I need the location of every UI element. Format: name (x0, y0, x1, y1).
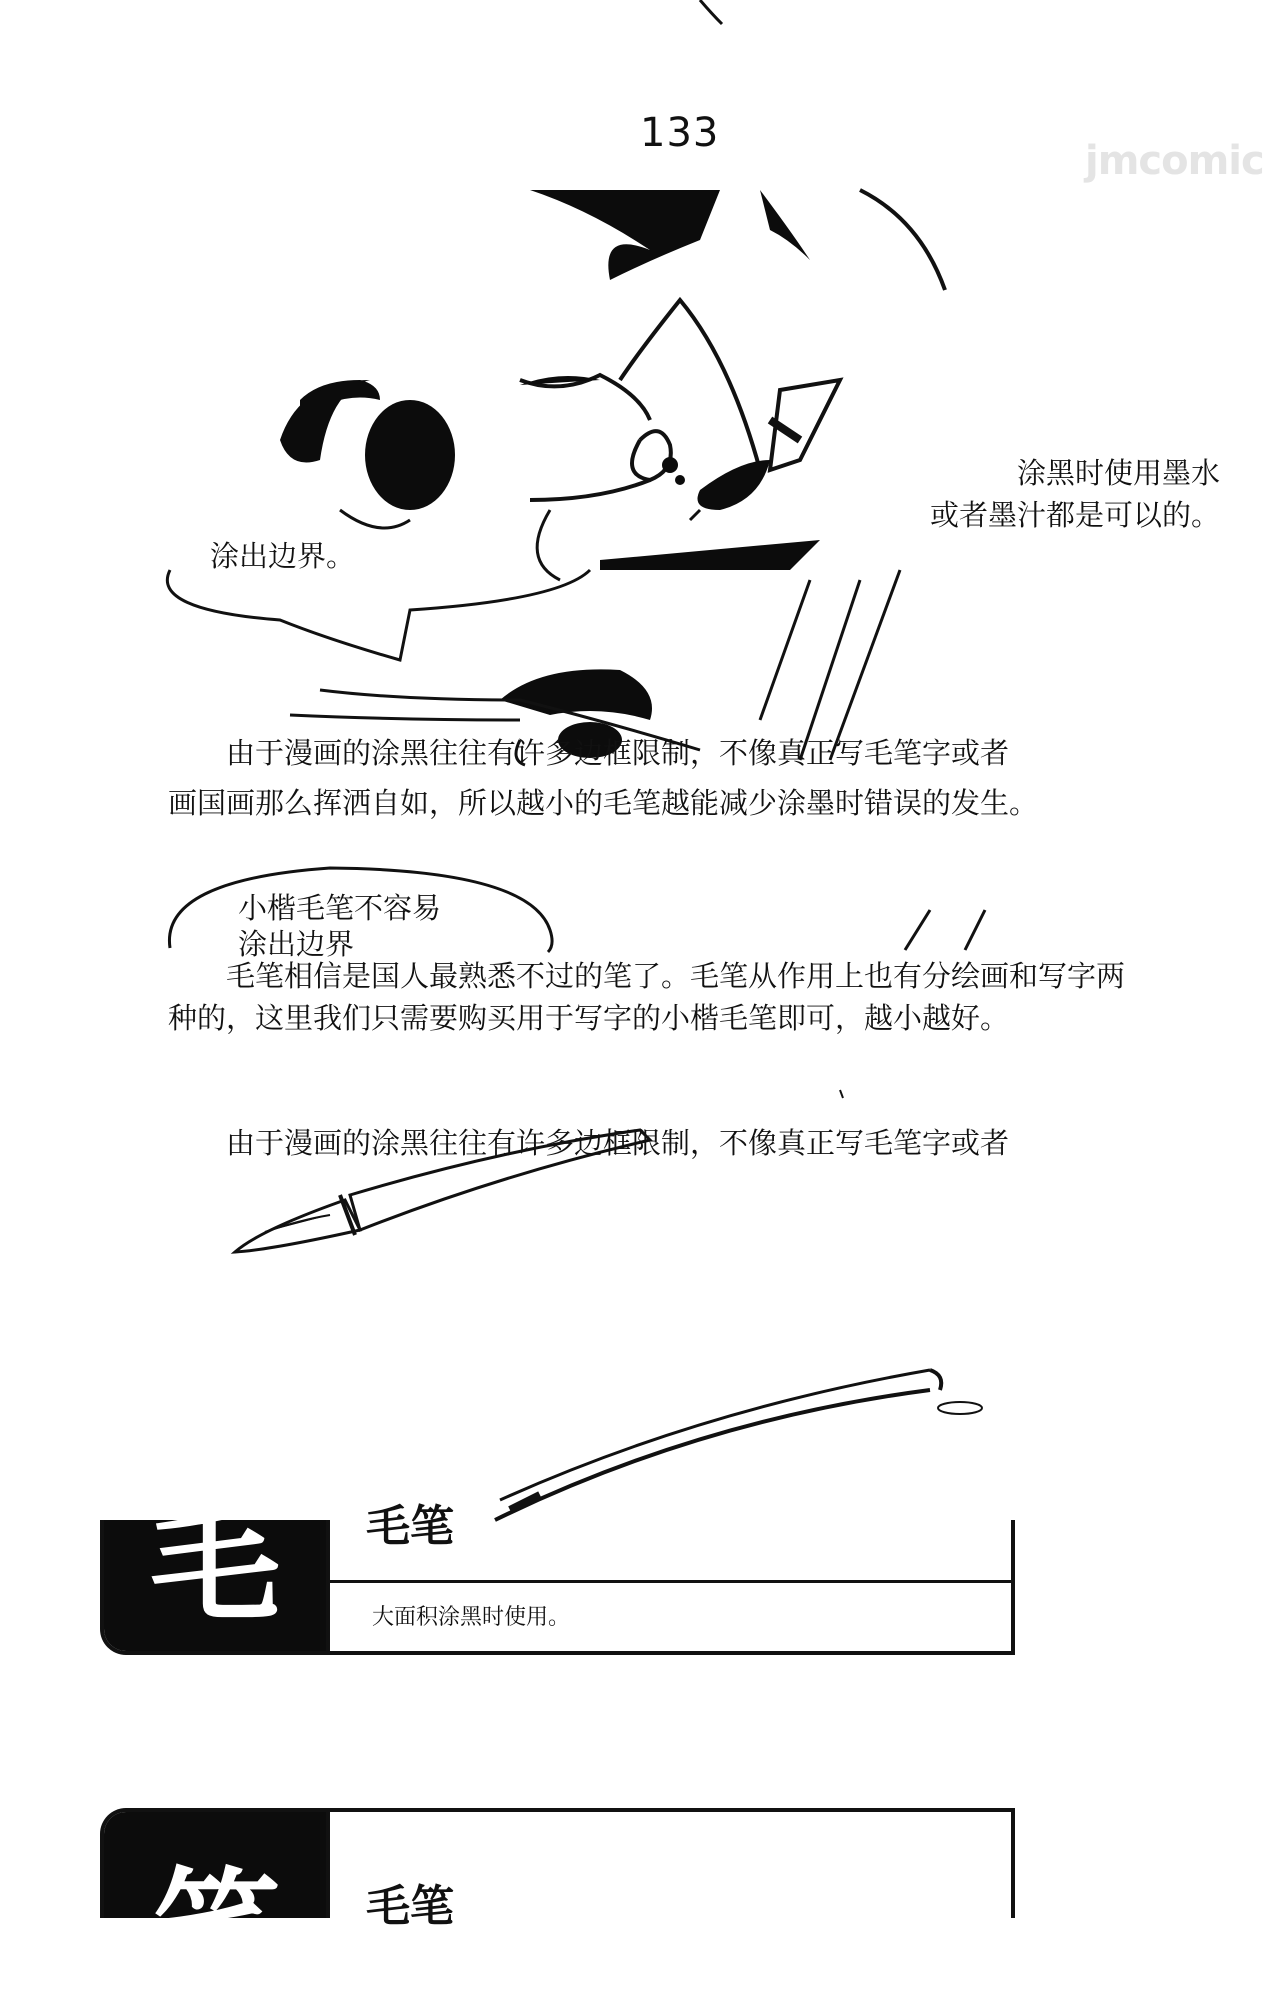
partial-bubble-line: 涂出边界。 (210, 539, 356, 573)
label-box-pen (100, 1808, 1015, 2006)
label-title: 毛笔 (366, 1881, 454, 1932)
caption-ink (860, 452, 1220, 536)
label-char (104, 1487, 326, 1651)
caption-line: 或者墨汁都是可以的。 (929, 498, 1220, 532)
partial-paragraph-bottom (168, 1122, 1143, 1160)
label-char-text: 毛 (149, 1487, 280, 1640)
caption-line: 涂黑时使用墨水 (1016, 456, 1220, 490)
main-paragraph (168, 955, 1143, 1039)
partial-bubble-text (210, 539, 356, 574)
paragraph-line: 由于漫画的涂黑往往有许多边框限制，不像真正写毛笔字或者 (226, 736, 1010, 770)
label-divider-vertical (326, 1520, 330, 1651)
panda-illustration-upper (280, 190, 945, 580)
label-divider-vertical (326, 1812, 330, 1918)
paragraph-line-2 (168, 782, 1143, 824)
bubble-line: 小楷毛笔不容易 (238, 891, 442, 925)
stroke-mark (700, 0, 722, 24)
brush-illustration-upper (690, 380, 840, 520)
label-title: 毛笔 (366, 1501, 454, 1552)
page-number: 133 (640, 110, 720, 156)
paragraph-line: 画国画那么挥洒自如，所以越小的毛笔越能减少涂墨时错误的发生。 (168, 786, 1039, 820)
speech-bubble-large (167, 570, 590, 660)
partial-paragraph-top (168, 736, 1143, 774)
label-char-text: 笔 (149, 1853, 280, 2006)
bubble-line: 涂出边界 (238, 927, 355, 961)
watermark: jmcomic (1085, 138, 1264, 184)
label-divider (326, 1580, 1011, 1583)
label-char (104, 1812, 326, 2006)
label-desc: 大面积涂黑时使用。 (372, 1605, 571, 1630)
label-box-brush (100, 1487, 1015, 1655)
label-title-cut (366, 1501, 454, 1552)
speech-bubble-text (238, 890, 442, 961)
paragraph-line: 由于漫画的涂黑往往有许多边框限制，不像真正写毛笔字或者 (226, 1126, 1010, 1160)
bubble-line-cut (238, 926, 441, 961)
paragraph-text: 毛笔相信是国人最熟悉不过的笔了。毛笔从作用上也有分绘画和写字两种的，这里我们只需要购买用于写字的小楷毛笔即可，越小越好。 (168, 959, 1126, 1035)
